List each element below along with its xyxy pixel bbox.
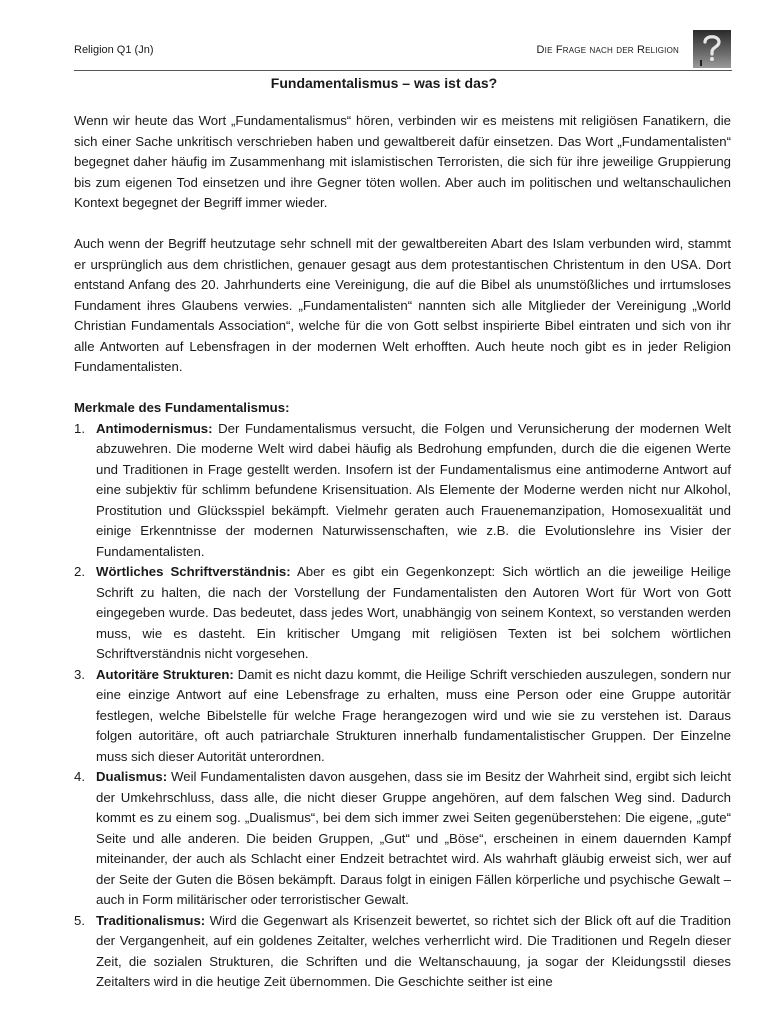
list-item-term: Dualismus: [96, 769, 168, 784]
list-item-text: Wird die Gegenwart als Krisenzeit bewertet, so richtet sich der Blick oft auf die Tradition der Vergangenheit, auf ein goldenes Zeitalter, welches verherrlicht wird. Die Traditionen und Regeln dieser Zeit, die sozialen Strukturen, die Schriften und die Weltanschauung, ja sogar der Kleidungsstil dieses Zeitalters wird in die heutige Zeit übernommen. Die Geschichte seither ist eine [96, 912, 731, 989]
list-item-term: Traditionalismus: [96, 912, 206, 928]
list-item-number: 2. [74, 564, 85, 579]
list-item [74, 767, 731, 911]
list-item [74, 419, 731, 563]
list-item-number: 1. [74, 420, 85, 436]
header-course-label: Religion Q1 (Jn) [74, 44, 154, 56]
list-item-text: Damit es nicht dazu kommt, die Heilige Schrift verschieden auszulegen, sondern nur eine einzige Antwort auf eine Lebensfrage zu erhalten, muss eine Person oder eine Gruppe autoritär festlegen, welche Bibelstelle für welche Frage herangezogen wird und wie sie zu verstehen ist. Daraus folgen autoritäre, oft auch patriarchale Strukturen innerhalb fundamentalistischer Gruppen. Der Einzelne muss sich dieser Autorität unterordnen. [96, 666, 731, 764]
list-item-number: 3. [74, 666, 85, 682]
list-item [74, 911, 731, 993]
intro-paragraph-2: Auch wenn der Begriff heutzutage sehr schnell mit der gewaltbereiten Abart des Islam verbunden wird, stammt er ursprünglich aus dem christlichen, genauer gesagt aus dem protestantischen Christentum in den USA. Dort entstand Anfang des 20. Jahrhunderts eine Vereinigung, die auf die Bibel als unumstößliches und irrtumsloses Fundament ihres Glaubens verwies. „Fundamentalisten“ nannten sich alle Mitglieder der Vereinigung „World Christian Fundamentals Association“, welche für die von Gott selbst inspirierte Bibel eintraten und sich von ihr alle Antworten auf Lebensfragen in der modernen Welt erhofften. Auch heute noch gibt es in jeder Religion Fundamentalisten. [74, 236, 731, 374]
list-item-text: Der Fundamentalismus versucht, die Folgen und Verunsicherung der modernen Welt abzuwehren. Die moderne Welt wird dabei häufig als Bedrohung empfunden, durch die die eigenen Werte und Traditionen in Frage gestellt werden. Insofern ist der Fundamentalismus eine antimoderne Antwort auf eine subjektiv für schlimm befundene Krisensituation. Als Elemente der Moderne werden nicht nur Alkohol, Prostitution und Glücksspiel bekämpft. Vielmehr geraten auch Frauenemanzipation, Homosexualität und einige Erkenntnisse der modernen Naturwissenschaften, wie z.B. die Evolutionslehre ins Visier der Fundamentalisten. [96, 420, 731, 559]
features-list [74, 419, 731, 993]
list-item-number: 5. [74, 912, 85, 928]
list-item-term: Wörtliches Schriftverständnis: [96, 564, 291, 579]
features-heading: Merkmale des Fundamentalismus: [74, 400, 290, 415]
intro-paragraph-1: Wenn wir heute das Wort „Fundamentalismus“ hören, verbinden wir es meistens mit religiösen Fanatikern, die sich einer Sache unkritisch verschrieben haben und gewaltbereit dafür einsetzen. Das Wort „Fundamentalisten“ begegnet daher häufig im Zusammenhang mit islamistischen Terroristen, die sich für ihre jeweilige Gruppierung bis zum eigenen Tod einsetzen und ihre Gegner töten wollen. Aber auch im politischen und weltanschaulichen Kontext begegnet der Begriff immer wieder. [74, 113, 731, 210]
list-item-text: Weil Fundamentalisten davon ausgehen, dass sie im Besitz der Wahrheit sind, ergibt sich leicht der Umkehrschluss, dass alle, die nicht dieser Gruppe angehören, auf dem falschen Weg sind. Dadurch kommt es zu einem sog. „Dualismus“, bei dem sich immer zwei Seiten gegenüberstehen: Die eigene, „gute“ Seite und alle anderen. Die beiden Gruppen, „Gut“ und „Böse“, erscheinen in einem dauernden Kampf miteinander, der auch als Schlacht einer Endzeit betrachtet wird. Als wahrhaft gläubig erweist sich, wer auf der Seite der Guten die Bösen bekämpft. Daraus folgt in einigen Fällen körperliche und psychische Gewalt – auch in Form militärischer oder terroristischer Gewalt. [96, 769, 731, 907]
list-item [74, 665, 731, 768]
header-divider [74, 70, 732, 71]
list-item-term: Autoritäre Strukturen: [96, 666, 234, 682]
list-item [74, 562, 731, 665]
list-item-text: Aber es gibt ein Gegenkonzept: Sich wörtlich an die jeweilige Heilige Schrift zu halten, die nach der Vorstellung der Fundamentalisten den Autoren Wort für Wort von Gott eingegeben wurde. Das bedeutet, dass jedes Wort, unabhängig von seinem Kontext, so verstanden werden muss, wie es dasteht. Ein kritischer Umgang mit religiösen Texten ist bei solchem wörtlichen Schriftverständnis nicht vorgesehen. [96, 564, 731, 661]
page-title: Fundamentalismus – was ist das? [270, 75, 498, 91]
question-mark-icon [693, 30, 731, 68]
document-body [74, 111, 731, 993]
list-item-term: Antimodernismus: [96, 420, 213, 436]
list-item-number: 4. [74, 769, 85, 784]
header-series-title: Die Frage nach der Religion [536, 44, 679, 56]
